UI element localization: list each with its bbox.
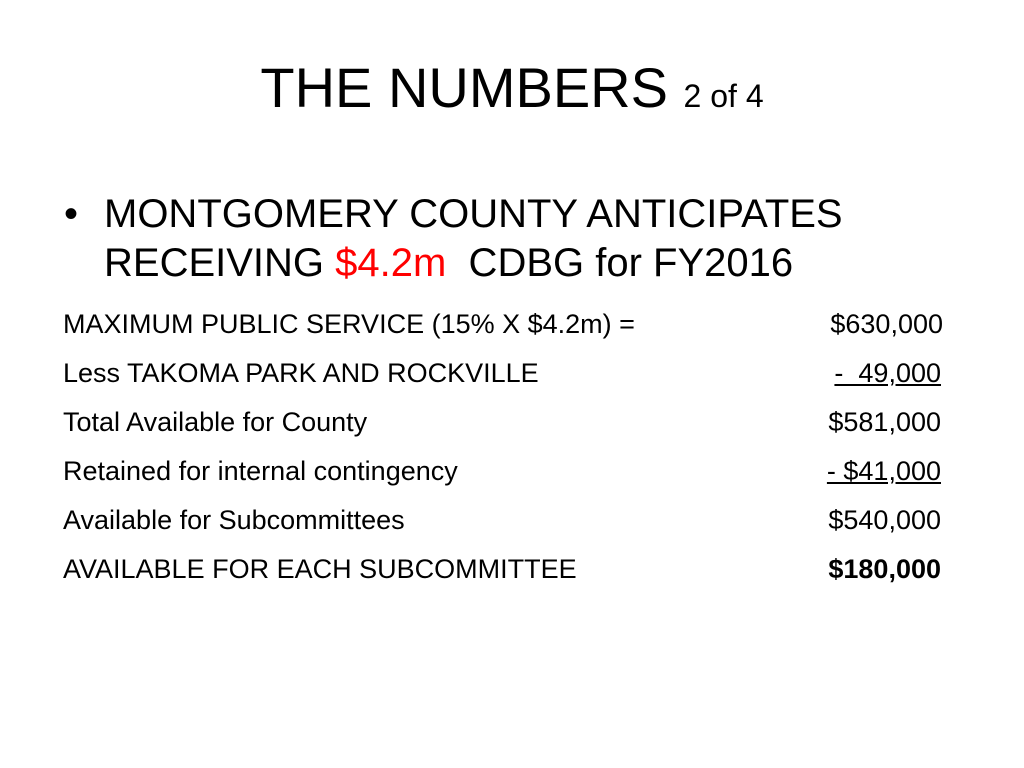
row-value: $540,000: [828, 505, 941, 535]
row-value: $180,000: [828, 554, 941, 584]
numbers-table: [63, 304, 943, 598]
table-row: [63, 451, 943, 500]
cdbg-amount: $4.2m: [335, 241, 447, 285]
row-value: $630,000: [830, 309, 943, 339]
bullet-dot: •: [64, 192, 79, 236]
row-label: MAXIMUM PUBLIC SERVICE (15% X $4.2m) =: [63, 309, 635, 339]
bullet-line-2-prefix: RECEIVING: [104, 241, 336, 285]
table-row: [63, 500, 943, 549]
row-label: Total Available for County: [63, 407, 368, 437]
row-label: Retained for internal contingency: [63, 456, 458, 486]
title-page-indicator: 2 of 4: [683, 78, 764, 114]
table-row: [63, 402, 943, 451]
row-value: - 49,000: [834, 358, 941, 388]
row-label: Available for Subcommittees: [63, 505, 405, 535]
slide-title: [0, 56, 1024, 119]
row-value: - $41,000: [826, 456, 941, 486]
bullet-line-2-suffix: CDBG for FY2016: [446, 241, 794, 285]
table-row: [63, 353, 943, 402]
row-value: $581,000: [828, 407, 941, 437]
bullet-line-2: [104, 239, 843, 288]
row-label: AVAILABLE FOR EACH SUBCOMMITTEE: [63, 554, 577, 584]
row-label: Less TAKOMA PARK AND ROCKVILLE: [63, 358, 539, 388]
title-text: THE NUMBERS: [260, 56, 668, 119]
bullet-line-1: MONTGOMERY COUNTY ANTICIPATES: [104, 192, 843, 236]
bullet-text: [104, 190, 843, 288]
table-row: [63, 549, 943, 598]
table-row: [63, 304, 943, 353]
